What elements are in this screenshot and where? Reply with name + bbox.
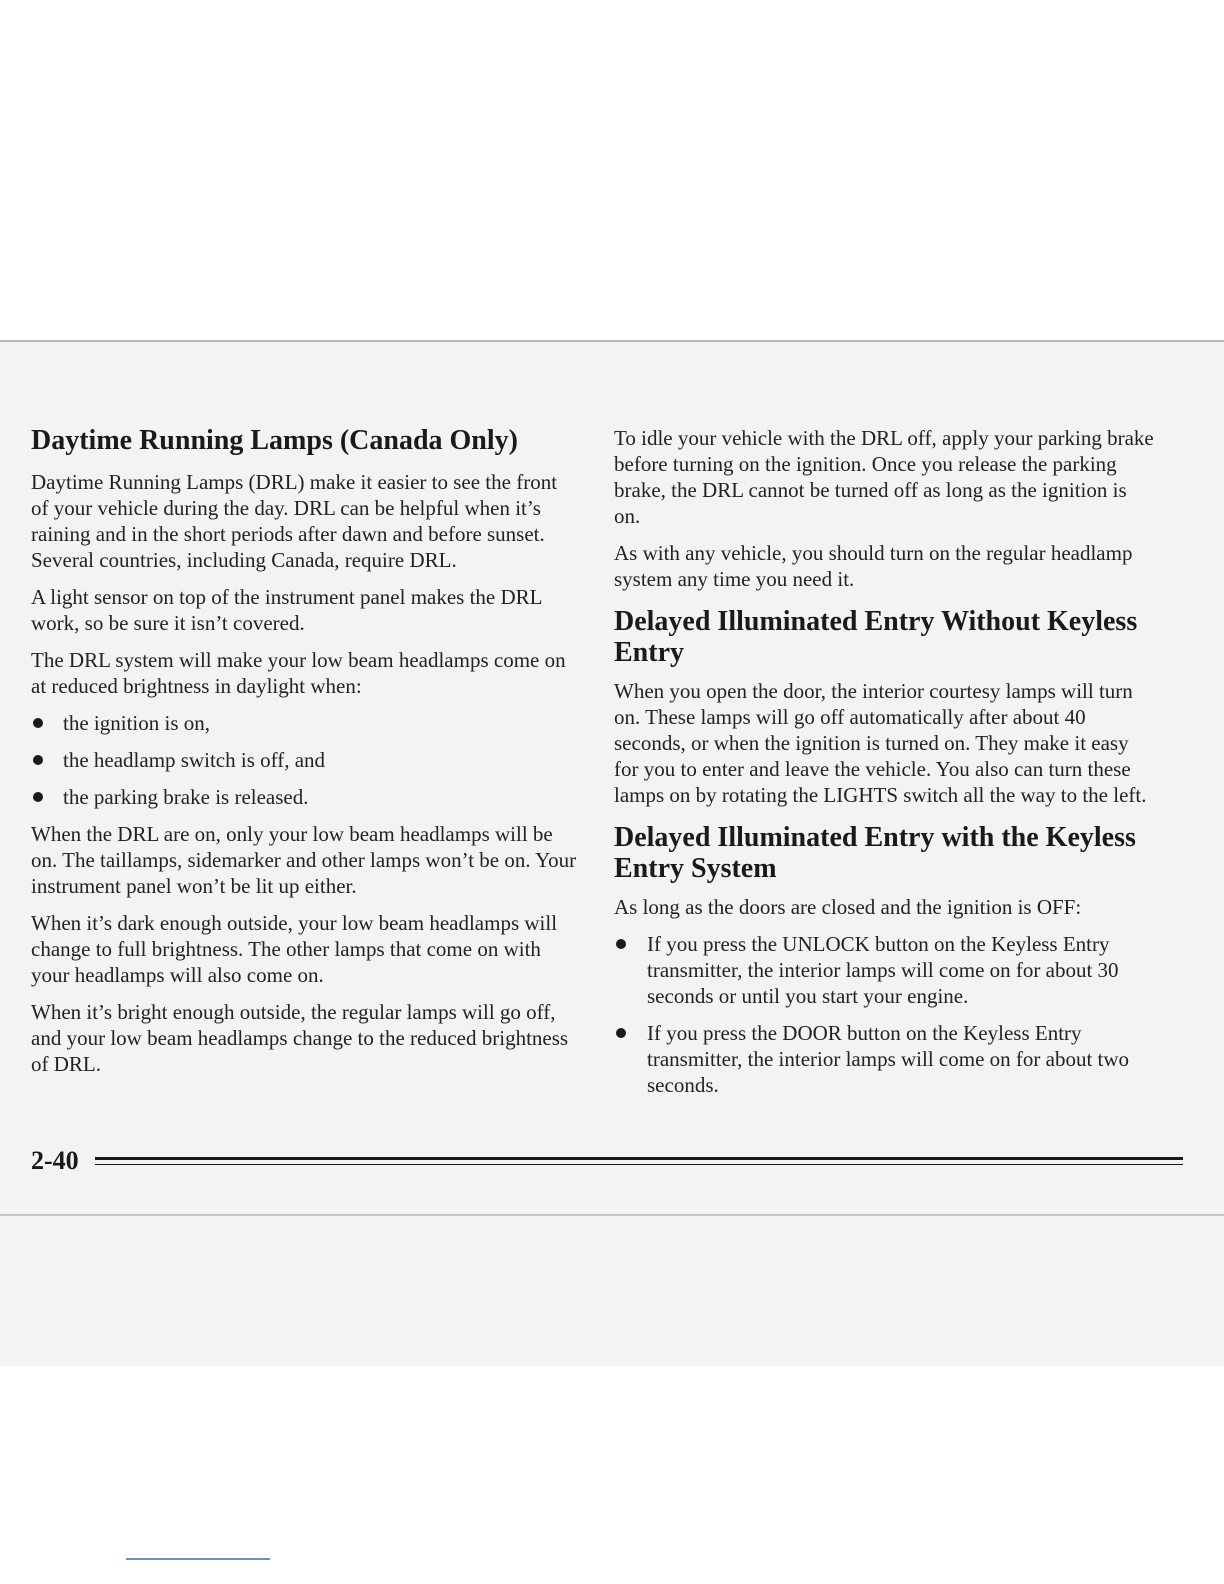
list-item-text: the ignition is on, <box>63 711 210 735</box>
list-item-text: the parking brake is released. <box>63 785 309 809</box>
band-top-rule <box>0 340 1224 342</box>
list-item <box>614 1020 1154 1098</box>
list-item <box>31 784 579 810</box>
list-item <box>31 710 579 736</box>
drl-on-paragraph: When the DRL are on, only your low beam headlamps will be on. The taillamps, sidemarker and other lamps won’t be on. Your instrument panel won’t be lit up either. <box>31 822 577 898</box>
drl-heading: Daytime Running Lamps (Canada Only) <box>31 425 518 456</box>
bullet-icon <box>33 792 43 802</box>
footer-double-rule <box>95 1157 1183 1167</box>
drl-idle-paragraph: To idle your vehicle with the DRL off, apply your parking brake before turning on the ignition. Once you release the parking brake, the DRL cannot be turned off as long as the ignition is on. <box>614 426 1154 528</box>
list-item-text: the headlamp switch is off, and <box>63 748 326 772</box>
drl-dark-paragraph: When it’s dark enough outside, your low beam headlamps will change to full brightness. The other lamps that come on with your headlamps will also come on. <box>31 911 558 987</box>
footer-rule-thick <box>95 1157 1183 1160</box>
drl-intro-paragraph: Daytime Running Lamps (DRL) make it easier to see the front of your vehicle during the day. DRL can be helpful when it’s raining and in the short periods after dawn and before sunset. Several countries, including Canada, require DRL. <box>31 470 558 572</box>
drl-bright-paragraph: When it’s bright enough outside, the regular lamps will go off, and your low beam headlamps change to the reduced brightness of DRL. <box>31 1000 569 1076</box>
bottom-link-underline <box>126 1558 270 1560</box>
bullet-icon <box>616 939 626 949</box>
right-column <box>614 420 1154 1109</box>
drl-conditions-paragraph: The DRL system will make your low beam headlamps come on at reduced brightness in daylight when: <box>31 648 566 698</box>
page-footer <box>31 1146 1155 1176</box>
list-item-text: If you press the UNLOCK button on the Keyless Entry transmitter, the interior lamps will come on for about 30 seconds or until you start your engine. <box>647 932 1119 1008</box>
bullet-icon <box>33 755 43 765</box>
list-item <box>31 747 579 773</box>
entry-without-keyless-paragraph: When you open the door, the interior courtesy lamps will turn on. These lamps will go off automatically after about 40 seconds, or when the ignition is turned on. They make it easy for you to enter and leave the vehicle. You also can turn these lamps on by rotating the LIGHTS switch all the way to the left. <box>614 679 1147 807</box>
entry-without-keyless-heading: Delayed Illuminated Entry Without Keyless Entry <box>614 606 1138 668</box>
drl-conditions-list <box>31 710 579 810</box>
drl-sensor-paragraph: A light sensor on top of the instrument panel makes the DRL work, so be sure it isn’t covered. <box>31 585 542 635</box>
entry-with-keyless-heading: Delayed Illuminated Entry with the Keyless Entry System <box>614 822 1136 884</box>
keyless-entry-list <box>614 931 1154 1098</box>
bullet-icon <box>33 718 43 728</box>
left-column <box>31 420 579 1088</box>
list-item-text: If you press the DOOR button on the Keyless Entry transmitter, the interior lamps will come on for about two seconds. <box>647 1021 1130 1097</box>
list-item <box>614 931 1154 1009</box>
footer-rule-thin <box>95 1164 1183 1165</box>
page-number: 2-40 <box>31 1146 79 1175</box>
headlamp-paragraph: As with any vehicle, you should turn on the regular headlamp system any time you need it. <box>614 541 1133 591</box>
entry-with-keyless-paragraph: As long as the doors are closed and the ignition is OFF: <box>614 895 1082 919</box>
bullet-icon <box>616 1028 626 1038</box>
band-bottom-rule <box>0 1214 1224 1216</box>
